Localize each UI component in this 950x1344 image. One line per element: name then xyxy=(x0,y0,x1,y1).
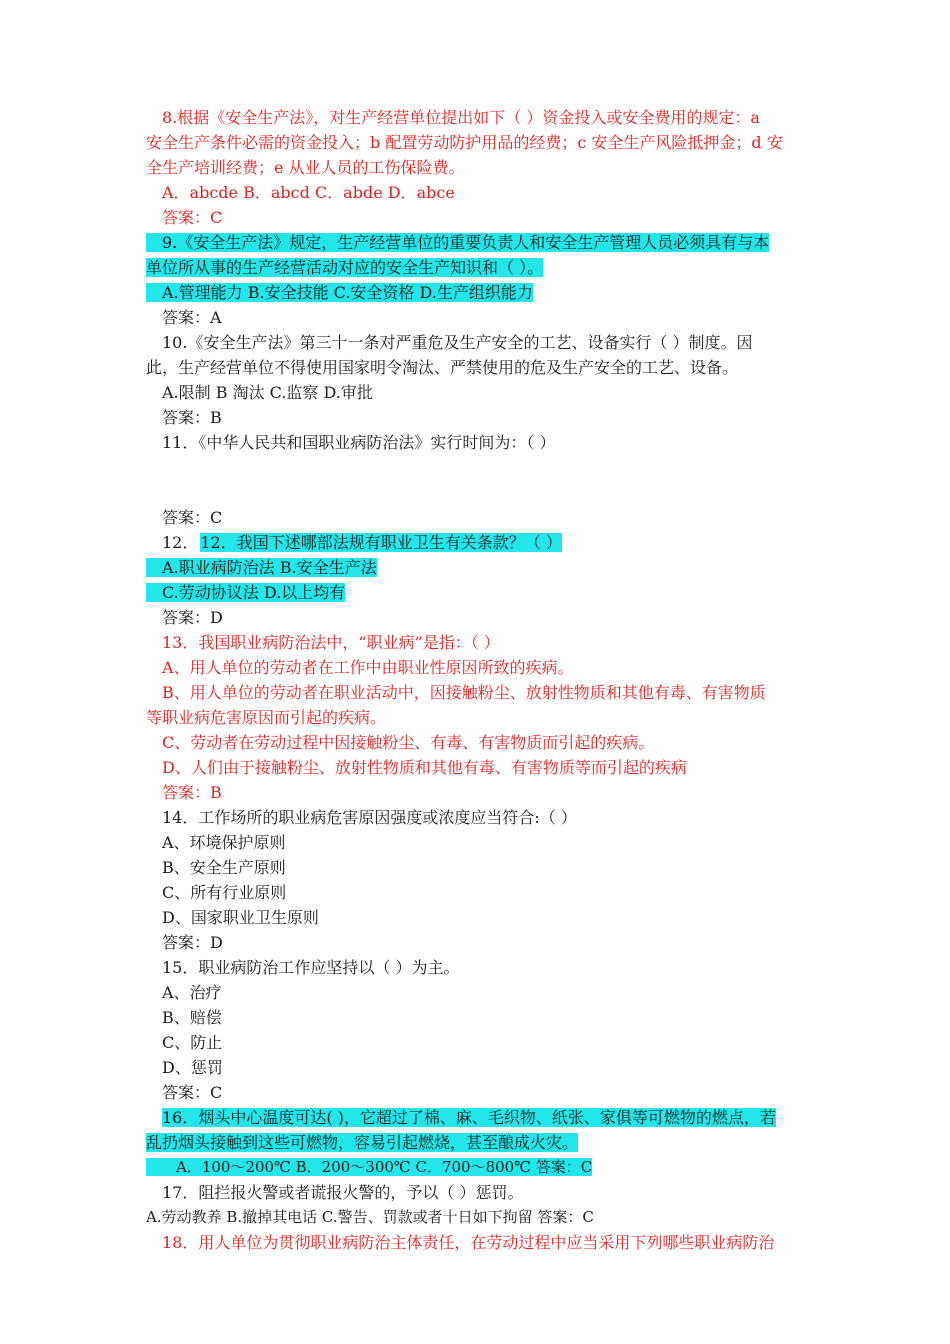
q8-text-line-3: 全生产培训经费；e 从业人员的工伤保险费。 xyxy=(146,158,465,177)
q14-option-a: A、环境保护原则 xyxy=(162,833,286,852)
q16-text-line-2: 乱扔烟头接触到这些可燃物，容易引起燃烧，甚至酿成火灾。 xyxy=(146,1133,579,1152)
q16-options: A．100～200℃ B．200～300℃ C．700～800℃ 答案：C xyxy=(146,1158,592,1176)
q15-text-line-1: 15．职业病防治工作应坚持以（ ）为主。 xyxy=(162,958,460,977)
q14-option-c: C、所有行业原则 xyxy=(162,883,287,902)
q16-options-wrap xyxy=(146,1155,810,1180)
q12-answer: 答案：D xyxy=(162,608,223,627)
q15-option-c: C、防止 xyxy=(162,1033,223,1052)
q12-options-2: C.劳动协议法 D.以上均有 xyxy=(146,583,345,602)
q12-text-line-1: 12．我国下述哪部法规有职业卫生有关条款？（ ） xyxy=(200,533,562,552)
q11-text-line-1: 11．《中华人民共和国职业病防治法》实行时间为：（ ） xyxy=(162,433,556,452)
q16-line-1-wrap xyxy=(146,1105,826,1130)
q14-answer: 答案：D xyxy=(162,933,223,952)
q13-answer: 答案：B xyxy=(162,783,222,802)
q17-options: A.劳动教养 B.撤掉其电话 C.警告、罚款或者十日如下拘留 答案：C xyxy=(146,1208,594,1226)
q15-answer: 答案：C xyxy=(162,1083,223,1102)
q10-text-line-1: 10.《安全生产法》第三十一条对严重危及生产安全的工艺、设备实行（ ）制度。因 xyxy=(162,333,753,352)
q14-option-b: B、安全生产原则 xyxy=(162,858,286,877)
q9-text-line-2: 单位所从事的生产经营活动对应的安全生产知识和（ ）。 xyxy=(146,258,544,277)
q13-option-c: C、劳动者在劳动过程中因接触粉尘、有毒、有害物质而引起的疾病。 xyxy=(162,733,655,752)
q16-line-2-wrap xyxy=(146,1130,810,1155)
q9-line-2-wrap xyxy=(146,255,810,280)
q18-text-line-1: 18．用人单位为贯彻职业病防治主体责任，在劳动过程中应当采用下列哪些职业病防治 xyxy=(162,1233,775,1252)
q12-opt2-wrap xyxy=(146,580,810,605)
q9-answer: 答案：A xyxy=(162,308,222,327)
q8-text-line-2: 安全生产条件必需的资金投入；b 配置劳动防护用品的经费；c 安全生产风险抵押金；d 安 xyxy=(146,133,783,152)
q11-answer: 答案：C xyxy=(162,508,223,527)
q12-options-1: A.职业病防治法 B.安全生产法 xyxy=(146,558,377,577)
q13-option-b-line-1: B、用人单位的劳动者在职业活动中，因接触粉尘、放射性物质和其他有毒、有害物质 xyxy=(162,683,766,702)
q17-text-line-1: 17．阻拦报火警或者谎报火警的，予以（ ）惩罚。 xyxy=(162,1183,524,1202)
q13-option-a: A、用人单位的劳动者在工作中由职业性原因所致的疾病。 xyxy=(162,658,574,677)
q10-text-line-2: 此，生产经营单位不得使用国家明令淘汰、严禁使用的危及生产安全的工艺、设备。 xyxy=(146,358,739,377)
q15-option-d: D、惩罚 xyxy=(162,1058,223,1077)
q8-text-line-1: 8.根据《安全生产法》，对生产经营单位提出如下（ ）资金投入或安全费用的规定：a xyxy=(162,108,760,127)
q9-options: A.管理能力 B.安全技能 C.安全资格 D.生产组织能力 xyxy=(146,283,533,302)
q14-text-line-1: 14．工作场所的职业病危害原因强度或浓度应当符合:（ ） xyxy=(162,808,577,827)
q14-option-d: D、国家职业卫生原则 xyxy=(162,908,319,927)
q16-text-line-1: 16．烟头中心温度可达( )，它超过了棉、麻、毛织物、纸张、家俱等可燃物的燃点，若 xyxy=(162,1108,776,1127)
q12-opt1-wrap xyxy=(146,555,810,580)
q10-answer: 答案：B xyxy=(162,408,222,427)
q9-line-1-wrap xyxy=(146,230,810,255)
q13-text-line-1: 13．我国职业病防治法中，“职业病”是指：（ ） xyxy=(162,633,500,652)
q9-options-wrap xyxy=(146,280,810,305)
q12-line-wrap: 12． 12．我国下述哪部法规有职业卫生有关条款？（ ） xyxy=(162,533,562,552)
q8-answer: 答案：C xyxy=(162,208,223,227)
q8-options: A．abcde B．abcd C．abde D．abce xyxy=(162,183,455,202)
q15-option-a: A、治疗 xyxy=(162,983,222,1002)
q15-option-b: B、赔偿 xyxy=(162,1008,222,1027)
q13-option-d: D、人们由于接触粉尘、放射性物质和其他有毒、有害物质等而引起的疾病 xyxy=(162,758,687,777)
q13-option-b-line-2: 等职业病危害原因而引起的疾病。 xyxy=(146,708,387,727)
q10-options: A.限制 B 淘汰 C.监察 D.审批 xyxy=(162,383,373,402)
q9-text-line-1: 9.《安全生产法》规定，生产经营单位的重要负责人和安全生产管理人员必须具有与本 xyxy=(162,233,770,252)
